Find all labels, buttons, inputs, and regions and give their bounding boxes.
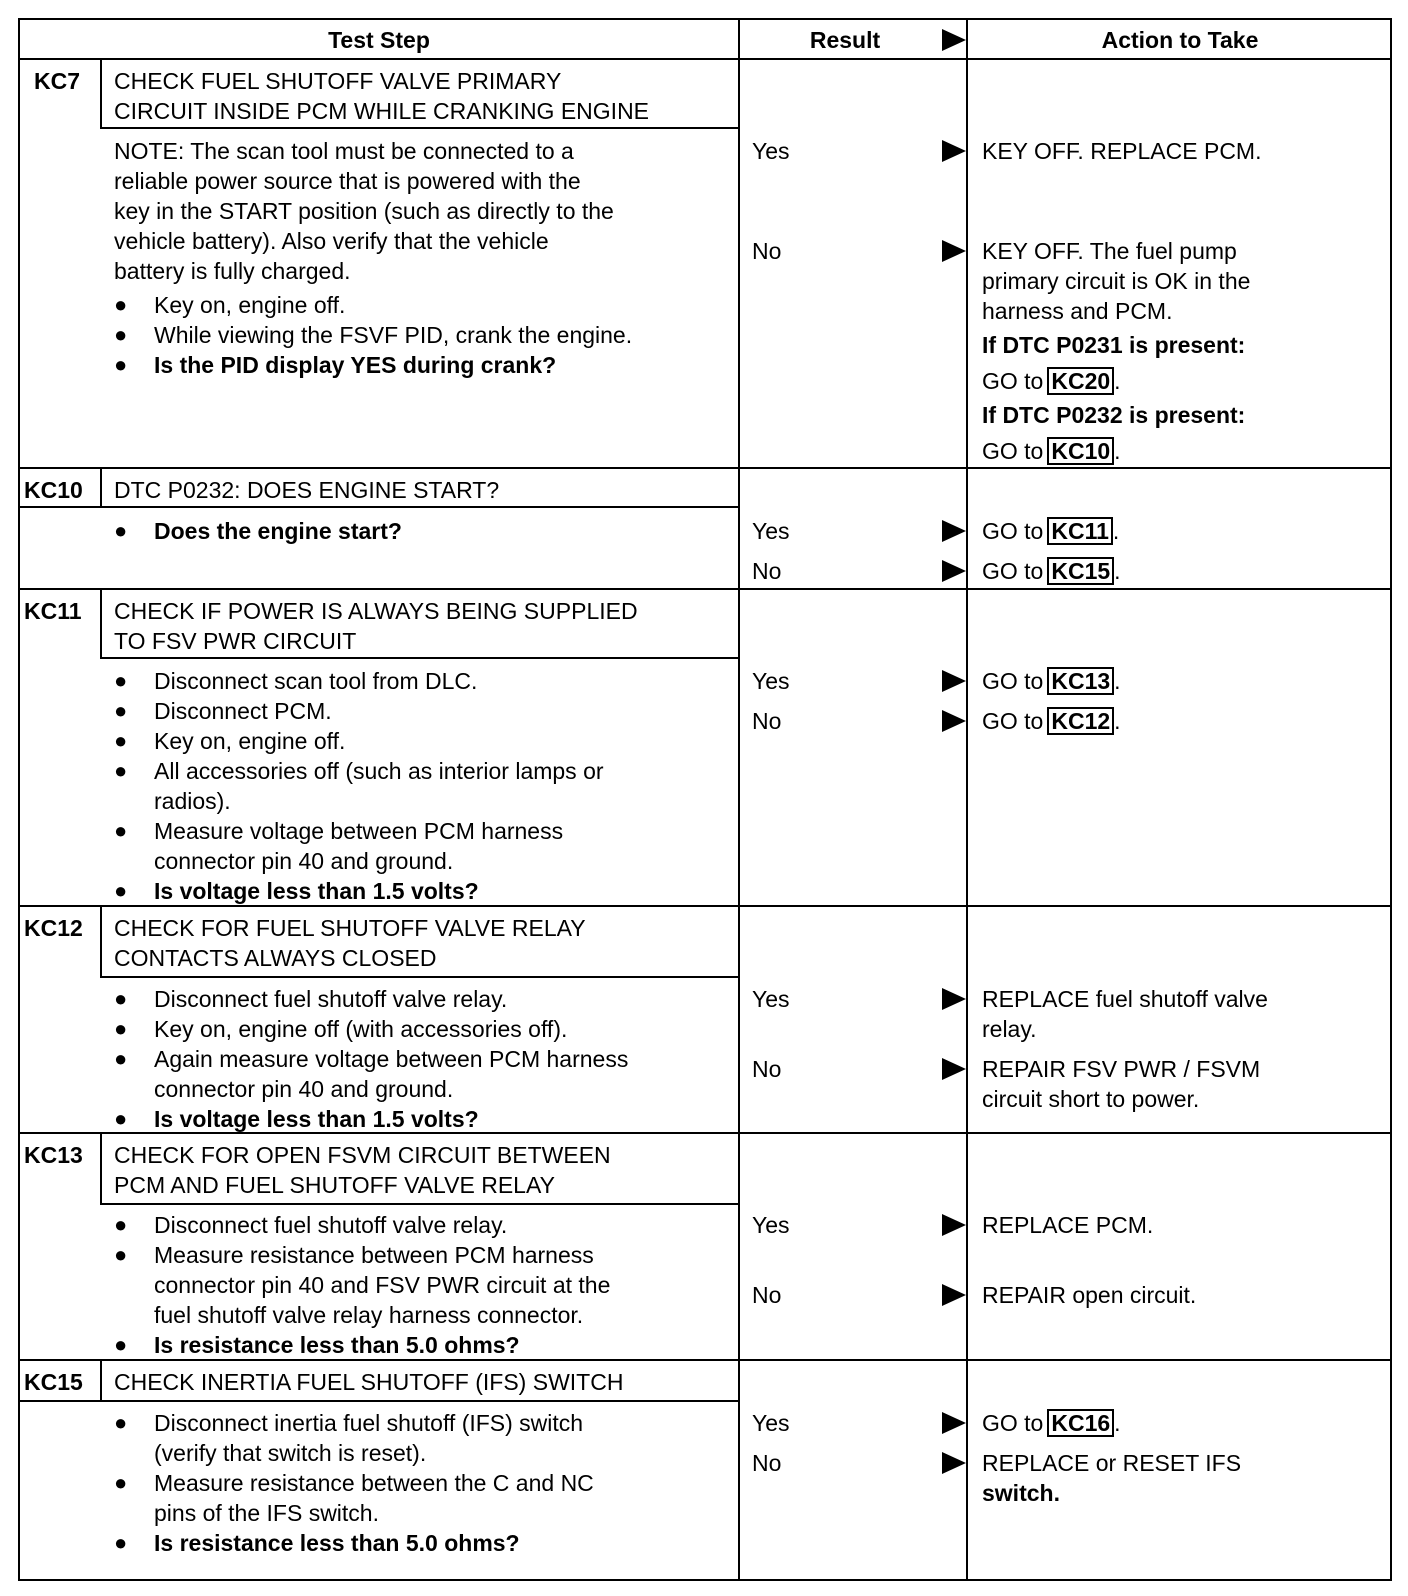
bullet-icon: ● <box>114 1046 128 1071</box>
bullet-icon: ● <box>114 1242 128 1267</box>
instruction: Measure voltage between PCM harness <box>154 818 564 844</box>
result-yes: Yes <box>752 986 790 1012</box>
step-title: CHECK FUEL SHUTOFF VALVE PRIMARY <box>114 68 562 94</box>
goto-line: GO to KC16 . <box>982 1410 1121 1436</box>
instruction-cont: connector pin 40 and ground. <box>154 848 454 874</box>
action-yes: relay. <box>982 1016 1037 1042</box>
step-title: CHECK IF POWER IS ALWAYS BEING SUPPLIED <box>114 598 638 624</box>
note-text: NOTE: The scan tool must be connected to a <box>114 138 574 164</box>
step-id: KC10 <box>24 477 83 503</box>
condition: If DTC P0231 is present: <box>982 332 1246 358</box>
instruction-cont: connector pin 40 and ground. <box>154 1076 454 1102</box>
row-divider <box>20 467 1390 469</box>
bullet-icon: ● <box>114 518 128 543</box>
instruction: While viewing the FSVF PID, crank the engine. <box>154 322 633 348</box>
question: Is the PID display YES during crank? <box>154 352 557 378</box>
header-test-step: Test Step <box>328 27 430 53</box>
goto-text: GO to <box>982 668 1044 694</box>
title-divider <box>100 976 738 978</box>
goto-line: GO to KC11 . <box>982 518 1120 544</box>
step-link-kc15[interactable]: KC15 <box>1047 557 1114 585</box>
id-divider <box>100 590 102 658</box>
goto-text: GO to <box>982 558 1044 584</box>
step-title: DTC P0232: DOES ENGINE START? <box>114 477 500 503</box>
row-divider <box>20 588 1390 590</box>
bullet-icon: ● <box>114 986 128 1011</box>
step-link-kc12[interactable]: KC12 <box>1047 707 1114 735</box>
goto-line: GO to KC12 . <box>982 708 1121 734</box>
step-title: CHECK FOR OPEN FSVM CIRCUIT BETWEEN <box>114 1142 611 1168</box>
instruction: Disconnect PCM. <box>154 698 332 724</box>
result-yes: Yes <box>752 518 790 544</box>
action-yes: REPLACE PCM. <box>982 1212 1154 1238</box>
header-action: Action to Take <box>1101 27 1259 53</box>
arrow-icon <box>942 1412 966 1434</box>
bullet-icon: ● <box>114 1106 128 1131</box>
goto-line: GO to KC13 . <box>982 668 1121 694</box>
note-text: key in the START position (such as directly to the <box>114 198 614 224</box>
instruction: Key on, engine off. <box>154 728 346 754</box>
title-divider <box>100 657 738 659</box>
result-yes: Yes <box>752 668 790 694</box>
result-yes: Yes <box>752 138 790 164</box>
result-no: No <box>752 1056 782 1082</box>
title-divider <box>20 1400 738 1402</box>
goto-text: GO to <box>982 518 1044 544</box>
title-divider <box>20 506 738 508</box>
note-text: reliable power source that is powered with the <box>114 168 581 194</box>
question: Is voltage less than 1.5 volts? <box>154 1106 479 1132</box>
column-divider-result <box>738 20 740 1579</box>
arrow-icon <box>942 670 966 692</box>
action-no: circuit short to power. <box>982 1086 1200 1112</box>
instruction: All accessories off (such as interior lamps or <box>154 758 604 784</box>
goto-text: GO to <box>982 368 1044 394</box>
result-no: No <box>752 708 782 734</box>
goto-text: GO to <box>982 1410 1044 1436</box>
action-yes: KEY OFF. REPLACE PCM. <box>982 138 1262 164</box>
goto-text: GO to <box>982 438 1044 464</box>
step-link-kc10[interactable]: KC10 <box>1047 437 1114 465</box>
bullet-icon: ● <box>114 1410 128 1435</box>
action-no: REPAIR FSV PWR / FSVM <box>982 1056 1261 1082</box>
bullet-icon: ● <box>114 758 128 783</box>
title-divider <box>100 1203 738 1205</box>
step-title: CHECK INERTIA FUEL SHUTOFF (IFS) SWITCH <box>114 1369 624 1395</box>
arrow-icon <box>942 710 966 732</box>
step-link-kc13[interactable]: KC13 <box>1047 667 1114 695</box>
arrow-icon <box>942 1058 966 1080</box>
step-link-kc16[interactable]: KC16 <box>1047 1409 1114 1437</box>
bullet-icon: ● <box>114 818 128 843</box>
arrow-icon <box>942 240 966 262</box>
bullet-icon: ● <box>114 698 128 723</box>
instruction: Key on, engine off (with accessories off). <box>154 1016 568 1042</box>
instruction: Again measure voltage between PCM harness <box>154 1046 629 1072</box>
note-text: vehicle battery). Also verify that the vehicle <box>114 228 549 254</box>
id-divider <box>100 1361 102 1401</box>
instruction-cont: connector pin 40 and FSV PWR circuit at the <box>154 1272 611 1298</box>
step-id: KC13 <box>24 1142 83 1168</box>
header-divider <box>20 58 1390 60</box>
step-id: KC7 <box>34 68 81 94</box>
instruction: Disconnect fuel shutoff valve relay. <box>154 1212 508 1238</box>
header-arrow-icon <box>942 29 966 51</box>
arrow-icon <box>942 520 966 542</box>
step-title: CONTACTS ALWAYS CLOSED <box>114 945 437 971</box>
result-no: No <box>752 1282 782 1308</box>
instruction-cont: (verify that switch is reset). <box>154 1440 427 1466</box>
question: Does the engine start? <box>154 518 402 544</box>
step-title: CHECK FOR FUEL SHUTOFF VALVE RELAY <box>114 915 586 941</box>
instruction: Key on, engine off. <box>154 292 346 318</box>
instruction: Disconnect inertia fuel shutoff (IFS) switch <box>154 1410 584 1436</box>
instruction-cont: radios). <box>154 788 231 814</box>
id-divider <box>100 60 102 128</box>
action-yes: REPLACE fuel shutoff valve <box>982 986 1268 1012</box>
bullet-icon: ● <box>114 292 128 317</box>
arrow-icon <box>942 988 966 1010</box>
question: Is voltage less than 1.5 volts? <box>154 878 479 904</box>
action-no: REPAIR open circuit. <box>982 1282 1197 1308</box>
question: Is resistance less than 5.0 ohms? <box>154 1332 520 1358</box>
step-link-kc11[interactable]: KC11 <box>1047 517 1113 545</box>
bullet-icon: ● <box>114 352 128 377</box>
header-result: Result <box>809 27 881 53</box>
bullet-icon: ● <box>114 322 128 347</box>
goto-line: GO to KC20 . <box>982 368 1121 394</box>
step-link-kc20[interactable]: KC20 <box>1047 367 1114 395</box>
note-text: battery is fully charged. <box>114 258 351 284</box>
step-title: TO FSV PWR CIRCUIT <box>114 628 357 654</box>
bullet-icon: ● <box>114 1470 128 1495</box>
step-title: PCM AND FUEL SHUTOFF VALVE RELAY <box>114 1172 555 1198</box>
question: Is resistance less than 5.0 ohms? <box>154 1530 520 1556</box>
condition: If DTC P0232 is present: <box>982 402 1246 428</box>
arrow-icon <box>942 560 966 582</box>
bullet-icon: ● <box>114 1016 128 1041</box>
bullet-icon: ● <box>114 1530 128 1555</box>
diagnostic-table <box>18 18 1392 1581</box>
instruction: Measure resistance between the C and NC <box>154 1470 594 1496</box>
bullet-icon: ● <box>114 668 128 693</box>
result-no: No <box>752 1450 782 1476</box>
id-divider <box>100 907 102 977</box>
action-no: primary circuit is OK in the <box>982 268 1251 294</box>
arrow-icon <box>942 140 966 162</box>
arrow-icon <box>942 1452 966 1474</box>
bullet-icon: ● <box>114 1212 128 1237</box>
step-id: KC15 <box>24 1369 83 1395</box>
column-divider-action <box>966 20 968 1579</box>
title-divider <box>100 127 738 129</box>
step-id: KC11 <box>24 598 82 624</box>
action-no: harness and PCM. <box>982 298 1173 324</box>
result-no: No <box>752 238 782 264</box>
result-no: No <box>752 558 782 584</box>
arrow-icon <box>942 1214 966 1236</box>
instruction-cont: fuel shutoff valve relay harness connector. <box>154 1302 584 1328</box>
bullet-icon: ● <box>114 1332 128 1357</box>
id-divider <box>100 469 102 507</box>
goto-text: GO to <box>982 708 1044 734</box>
instruction: Disconnect fuel shutoff valve relay. <box>154 986 508 1012</box>
instruction: Measure resistance between PCM harness <box>154 1242 594 1268</box>
instruction: Disconnect scan tool from DLC. <box>154 668 478 694</box>
arrow-icon <box>942 1284 966 1306</box>
goto-line: GO to KC10 . <box>982 438 1121 464</box>
action-no: REPLACE or RESET IFS <box>982 1450 1242 1476</box>
step-title: CIRCUIT INSIDE PCM WHILE CRANKING ENGINE <box>114 98 650 124</box>
result-yes: Yes <box>752 1410 790 1436</box>
action-no: switch. <box>982 1480 1060 1506</box>
bullet-icon: ● <box>114 878 128 903</box>
row-divider <box>20 1359 1390 1361</box>
goto-line: GO to KC15 . <box>982 558 1121 584</box>
step-id: KC12 <box>24 915 83 941</box>
action-no: KEY OFF. The fuel pump <box>982 238 1237 264</box>
result-yes: Yes <box>752 1212 790 1238</box>
id-divider <box>100 1134 102 1204</box>
instruction-cont: pins of the IFS switch. <box>154 1500 379 1526</box>
bullet-icon: ● <box>114 728 128 753</box>
row-divider <box>20 905 1390 907</box>
row-divider <box>20 1132 1390 1134</box>
